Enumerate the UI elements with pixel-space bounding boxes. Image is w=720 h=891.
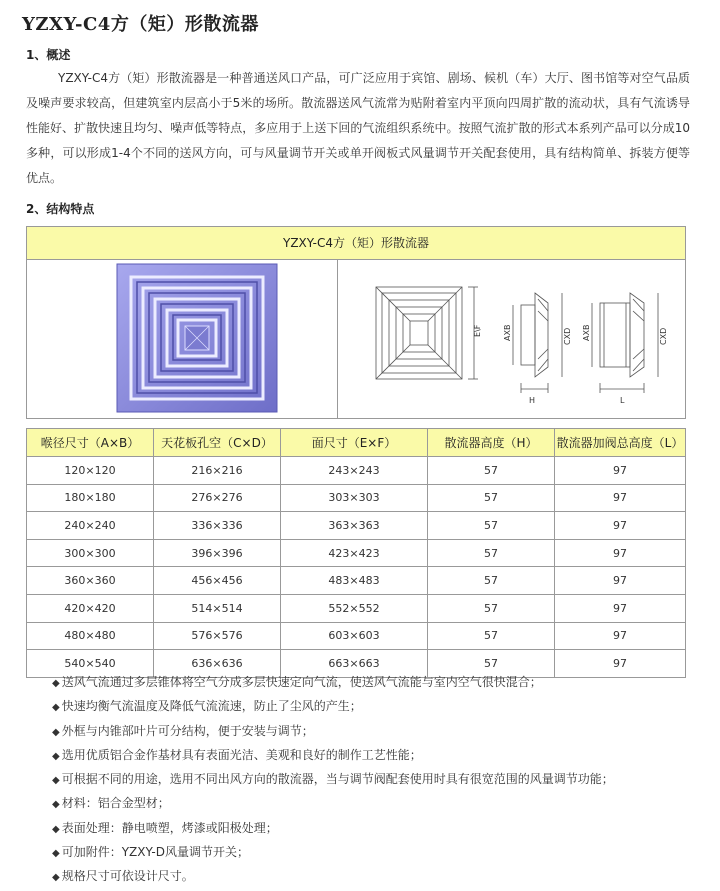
diamond-bullet-icon: ◆	[52, 848, 60, 860]
list-item	[52, 767, 614, 791]
feature-text: 快速均衡气流温度及降低气流流速，防止了尘风的产生；	[61, 699, 362, 714]
table-cell: 97	[555, 594, 686, 622]
table-cell: 57	[428, 539, 555, 567]
list-item	[52, 864, 614, 888]
label-h: H	[529, 396, 536, 405]
feature-text: 可加附件：YZXY-D风量调节开关；	[61, 845, 249, 860]
col-header-face-size: 面尺寸（E×F）	[281, 429, 428, 457]
list-item	[52, 816, 614, 840]
table-row	[27, 539, 686, 567]
overview-paragraph: YZXY-C4方（矩）形散流器是一种普通送风口产品，可广泛应用于宾馆、剧场、候机（车）大厅、图书馆等对空气品质及噪声要求较高，但建筑室内层高小于5米的场所。散流器送风气流常为贴附着室内平顶向四周扩散的流动状，具有气流诱导性能好、扩散快速且均匀、噪声低等特点，多应用于上送下回的气流组织系统中。按照气流扩散的形式本系列产品可以分成10多种，可以形成1-4个不同的送风方向，可与风量调节开关或单开阀板式风量调节开关配套使用，具有结构简单、拆装方便等优点。	[26, 71, 690, 185]
label-axb-1: AXB	[503, 324, 512, 341]
table-cell: 97	[555, 622, 686, 650]
label-cxd-1: CXD	[563, 327, 572, 345]
table-cell: 97	[555, 457, 686, 485]
table-cell: 57	[428, 622, 555, 650]
table-cell: 363×363	[281, 512, 428, 540]
table-row	[27, 594, 686, 622]
table-cell: 57	[428, 567, 555, 595]
feature-text: 规格尺寸可依设计尺寸。	[61, 869, 194, 884]
table-cell: 57	[428, 457, 555, 485]
label-ef: E\F	[473, 324, 482, 337]
label-axb-2: AXB	[582, 324, 591, 341]
table-cell: 57	[428, 594, 555, 622]
table-cell: 97	[555, 484, 686, 512]
feature-text: 可根据不同的用途，选用不同出风方向的散流器，当与调节阀配套使用时具有很宽范围的风量调节功能；	[61, 772, 614, 787]
table-cell: 663×663	[281, 650, 428, 678]
table-cell: 540×540	[27, 650, 154, 678]
table-cell: 97	[555, 650, 686, 678]
table-cell: 552×552	[281, 594, 428, 622]
col-header-height: 散流器高度（H）	[428, 429, 555, 457]
list-item	[52, 840, 614, 864]
list-item	[52, 670, 614, 694]
table-cell: 57	[428, 484, 555, 512]
table-cell: 300×300	[27, 539, 154, 567]
feature-text: 选用优质铝合金作基材具有表面光洁、美观和良好的制作工艺性能；	[61, 747, 422, 762]
diamond-bullet-icon: ◆	[52, 726, 60, 738]
table-cell: 336×336	[154, 512, 281, 540]
label-cxd-2: CXD	[659, 327, 668, 345]
product-figure-title: YZXY-C4方（矩）形散流器	[27, 227, 685, 260]
col-header-throat-size: 喉径尺寸（A×B）	[27, 429, 154, 457]
table-cell: 180×180	[27, 484, 154, 512]
table-cell: 480×480	[27, 622, 154, 650]
table-cell: 276×276	[154, 484, 281, 512]
feature-list	[52, 670, 614, 889]
table-cell: 97	[555, 539, 686, 567]
diamond-bullet-icon: ◆	[52, 750, 60, 762]
diffuser-photo-image	[27, 259, 337, 418]
table-cell: 456×456	[154, 567, 281, 595]
spec-table-header	[27, 429, 686, 457]
table-cell: 420×420	[27, 594, 154, 622]
feature-text: 表面处理：静电喷塑，烤漆或阳极处理；	[61, 820, 278, 835]
table-cell: 576×576	[154, 622, 281, 650]
table-row	[27, 484, 686, 512]
diamond-bullet-icon: ◆	[52, 823, 60, 835]
table-cell: 483×483	[281, 567, 428, 595]
col-header-total-height: 散流器加阀总高度（L）	[555, 429, 686, 457]
table-cell: 636×636	[154, 650, 281, 678]
page-title: YZXY-C4方（矩）形散流器	[22, 14, 259, 35]
diamond-bullet-icon: ◆	[52, 799, 60, 811]
table-cell: 120×120	[27, 457, 154, 485]
table-cell: 396×396	[154, 539, 281, 567]
table-cell: 97	[555, 567, 686, 595]
table-cell: 57	[428, 512, 555, 540]
diamond-bullet-icon: ◆	[52, 702, 60, 714]
table-row	[27, 512, 686, 540]
col-header-ceiling-opening: 天花板孔空（C×D）	[154, 429, 281, 457]
table-cell: 57	[428, 650, 555, 678]
spec-table	[26, 428, 686, 678]
table-cell: 514×514	[154, 594, 281, 622]
label-l: L	[620, 396, 625, 405]
product-figure-box	[26, 226, 686, 419]
list-item	[52, 719, 614, 743]
table-row	[27, 567, 686, 595]
table-cell: 360×360	[27, 567, 154, 595]
spec-table-body	[27, 457, 686, 678]
feature-text: 材料：铝合金型材；	[61, 796, 170, 811]
feature-text: 外框与内锥部叶片可分结构，便于安装与调节；	[61, 723, 314, 738]
diamond-bullet-icon: ◆	[52, 775, 60, 787]
list-item	[52, 791, 614, 815]
table-cell: 97	[555, 512, 686, 540]
table-row	[27, 457, 686, 485]
section-heading-structure: 2、结构特点	[26, 202, 95, 216]
table-cell: 603×603	[281, 622, 428, 650]
table-cell: 423×423	[281, 539, 428, 567]
table-row	[27, 622, 686, 650]
feature-text: 送风气流通过多层锥体将空气分成多层快速定向气流，使送风气流能与室内空气很快混合；	[61, 675, 542, 689]
table-cell: 243×243	[281, 457, 428, 485]
table-cell: 240×240	[27, 512, 154, 540]
table-cell: 216×216	[154, 457, 281, 485]
product-photo	[27, 259, 338, 418]
diamond-bullet-icon: ◆	[52, 678, 60, 689]
list-item	[52, 694, 614, 718]
diamond-bullet-icon: ◆	[52, 872, 60, 884]
list-item	[52, 743, 614, 767]
section-heading-overview: 1、概述	[26, 48, 71, 62]
dimension-diagram	[338, 259, 685, 418]
table-cell: 303×303	[281, 484, 428, 512]
dimension-drawing	[338, 259, 685, 418]
